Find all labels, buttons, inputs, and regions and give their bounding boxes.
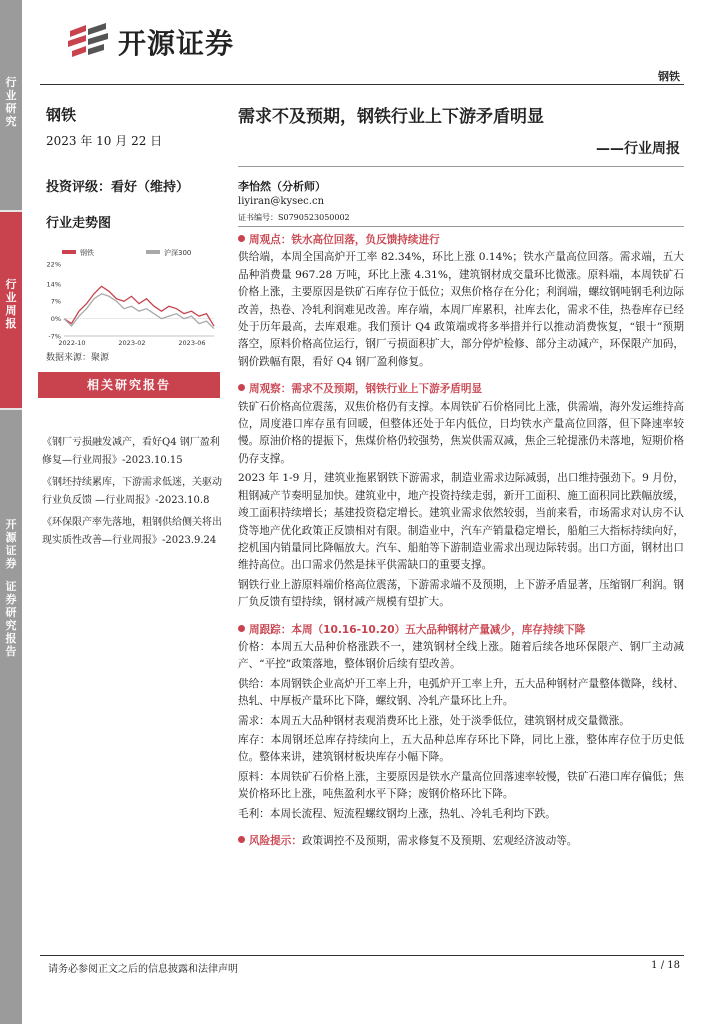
bullet-dot-icon [238, 625, 245, 632]
related-report-item[interactable]: 《钢坯持续累库，下游需求低迷，关驱动行业负反馈 —行业周报》-2023.10.8 [42, 477, 222, 506]
related-research-list [42, 434, 226, 554]
sidebar-label-brand: 开源证券 [5, 518, 17, 570]
sidebar-weekly-report [0, 212, 22, 408]
section-head-weekly-tracking [238, 622, 684, 639]
legend-label: 钢铁 [80, 249, 94, 257]
section-paragraph: 价格：本周五大品种价格涨跌不一，建筑钢材全线上涨。随着后续各地环保限产、钢厂主动减产、“平控”政策落地，整体钢价后续有望改善。 [238, 640, 684, 671]
bullet-dot-icon [238, 384, 245, 391]
trend-chart-title: 行业走势图 [46, 216, 112, 231]
investment-rating: 投资评级：看好（维持） [46, 180, 190, 195]
legend-swatch [62, 250, 76, 254]
brand-logo [66, 22, 234, 62]
section-paragraph: 供给：本周钢铁企业高炉开工率上升，电弧炉开工率上升，五大品种钢材产量整体微降，线材、热轧、中厚板产量环比下降，螺纹钢、冷轧产量环比上升。 [238, 677, 684, 708]
footer-divider [40, 955, 684, 956]
analyst-divider [238, 226, 684, 227]
report-title: 需求不及预期，钢铁行业上下游矛盾明显 [238, 107, 544, 127]
x-tick-label: 2023-06 [178, 339, 206, 347]
x-tick-label: 2022-10 [58, 339, 86, 347]
risk-text: 政策调控不及预期，需求修复不及预期、宏观经济波动等。 [301, 835, 578, 847]
sidebar-label-report: 证券研究报告 [5, 580, 17, 658]
brand-name: 开源证券 [118, 27, 235, 60]
section-paragraph: 需求：本周五大品种钢材表观消费环比上涨，处于淡季低位，建筑钢材成交量微涨。 [238, 714, 630, 727]
section-paragraph: 库存：本周钢坯总库存持续向上，五大品种总库存环比下降，同比上涨，整体库存位于历史低位。整体来讲，建筑钢材板块库存小幅下降。 [238, 733, 684, 764]
related-research-header: 相关研究报告 [38, 372, 220, 398]
x-tick-label: 2023-02 [118, 339, 146, 347]
report-subtitle: ——行业周报 [596, 141, 680, 157]
data-source: 数据来源：聚源 [46, 353, 110, 363]
section-paragraph: 原料：本周铁矿石价格上涨，主要原因是铁水产量高位回落速率较慢，铁矿石港口库存偏低；焦炭价格环比上涨，吨焦盈利水平下降；废钢价格环比下降。 [238, 770, 684, 801]
series-line [64, 286, 214, 326]
analyst-email[interactable]: liyiran@kysec.cn [238, 196, 325, 207]
top-industry-tag: 钢铁 [658, 70, 680, 83]
risk-head-text: 风险提示： [249, 835, 302, 847]
report-date: 2023 年 10 月 22 日 [46, 134, 163, 148]
analyst-name: 李怡然（分析师） [238, 180, 326, 193]
section-paragraph: 2023 年 1-9 月，建筑业拖累钢铁下游需求，制造业需求边际减弱，出口维持强劲下。9 月份，粗钢减产节奏明显加快。建筑业中，地产投资持续走弱，新开工面积、施工面积同比跌幅放缓，竣工面积持续增长；基建投资稳定增长。建筑业需求依然较弱，当前来看，市场需求对认房不认贷等地产优化政策正反馈相对有限。制造业中，汽车产销量稳定增长，船舶三大指标持续向好，挖机国内销量同比降幅放大。汽车、船舶等下游制造业需求出现边际转弱。出口方面，钢材出口维持高位。出口需求仍然是抹平供需缺口的重要支撑。 [238, 472, 684, 572]
section-head-text: 周观察：需求不及预期，钢铁行业上下游矛盾明显 [249, 383, 483, 396]
bullet-dot-icon [238, 836, 245, 843]
y-tick-label: 0% [50, 315, 61, 324]
sidebar-label-weekly: 行业周报 [5, 278, 17, 330]
y-tick-label: -7% [48, 332, 61, 341]
bullet-dot-icon [238, 235, 245, 242]
sidebar-label-research: 行业研究 [5, 76, 17, 128]
y-tick-label: 14% [46, 280, 61, 289]
report-body [238, 232, 684, 852]
section-head-text: 周跟踪：本周（10.16-10.20）五大品种钢材产量减少，库存持续下降 [249, 623, 586, 636]
sidebar-securities [0, 410, 22, 1024]
section-paragraph: 钢铁行业上游原料端价格高位震荡，下游需求端不及预期，上下游矛盾显著，压缩钢厂利润。钢厂负反馈有望持续，钢材减产规模有望扩大。 [238, 578, 684, 609]
header-divider [40, 84, 684, 85]
section-head-text: 周观点：铁水高位回落，负反馈持续进行 [249, 234, 440, 246]
industry-name: 钢铁 [46, 106, 77, 124]
y-tick-label: 22% [46, 260, 61, 269]
page-number: 1 / 18 [651, 960, 680, 971]
section-paragraph: 供给端，本周全国高炉开工率 82.34%，环比上涨 0.14%；铁水产量高位回落。需求端，五大品种消费量 967.28 万吨，环比上涨 4.31%，建筑钢材成交量环比微涨。原料端，本周铁矿石价格上涨，主要原因是铁矿石库存位于低位；双焦价格存在分化；利润端，螺纹钢吨钢毛利边际改善，热卷、冷轧利润难见改善。库存端，本周厂库累积，社库去化，需求不佳，热卷库存已经处于历年最高，去库艰难。我们预计 Q4 政策端或将多举措并行以推动消费恢复，“银十”预期落空，原料价格高位运行，钢厂亏损面积扩大，部分停炉检修、部分主动减产，环保限产加码，钢价跌幅有限，看好 Q4 钢厂盈利修复。 [238, 251, 684, 368]
brand-logo-icon [66, 23, 110, 61]
section-paragraph: 毛利：本周长流程、短流程螺纹钢均上涨，热轧、冷轧毛利均下跌。 [238, 807, 556, 820]
section-head-weekly-view [238, 232, 684, 249]
y-tick-label: 7% [50, 297, 61, 306]
trend-chart [36, 244, 220, 348]
section-paragraph: 铁矿石价格高位震荡，双焦价格仍有支撑。本周铁矿石价格同比上涨，供需端，海外发运维持高位，周度港口库存虽有回暖，但整体还处于年内低位，日均铁水产量高位回落，但下降速率较慢。原油价格的提振下，焦煤价格仍较强势，焦炭供需双减，焦企三轮提涨仍未落地，短期价格仍存支撑。 [238, 400, 684, 465]
legend-swatch [146, 250, 160, 254]
risk-warning [238, 833, 684, 850]
section-head-weekly-observe [238, 381, 684, 398]
sidebar-industry-research [0, 0, 22, 210]
related-report-item[interactable]: 《环保限产率先落地，粗钢供给侧关将出现实质性改善—行业周报》-2023.9.24 [42, 517, 222, 546]
title-divider [238, 166, 684, 167]
related-report-item[interactable]: 《钢厂亏损融发减产，看好Q4 钢厂盈利修复—行业周报》-2023.10.15 [42, 437, 220, 466]
footer-disclaimer[interactable]: 请务必参阅正文之后的信息披露和法律声明 [48, 964, 238, 975]
analyst-certificate: 证书编号：S0790523050002 [238, 213, 350, 222]
legend-label: 沪深300 [164, 249, 192, 257]
